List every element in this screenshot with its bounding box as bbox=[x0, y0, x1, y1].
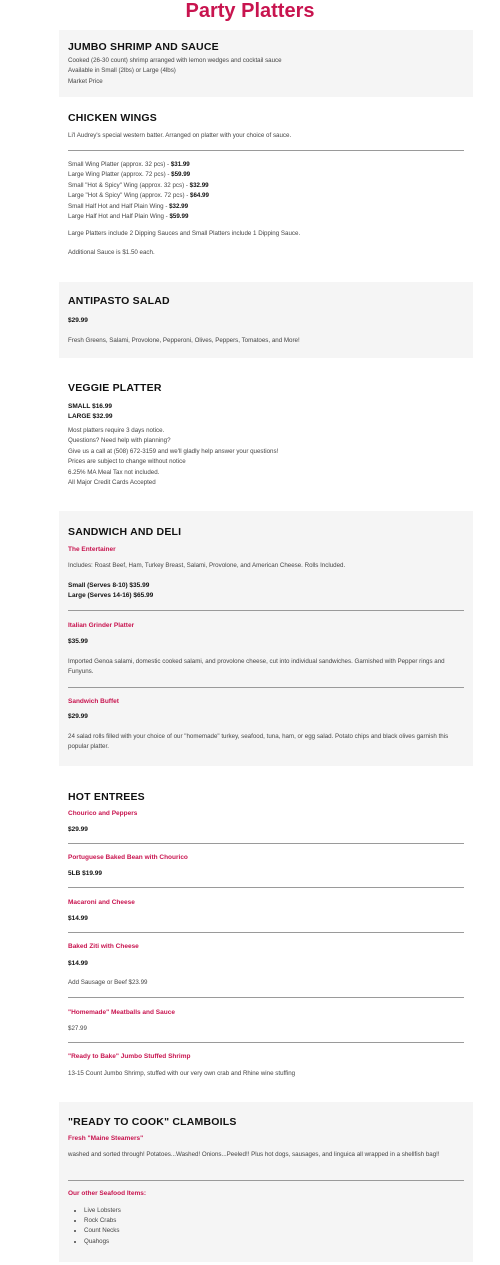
price: $29.99 bbox=[68, 713, 88, 720]
item-name: Macaroni and Cheese bbox=[68, 899, 135, 906]
section-hot-entrees bbox=[59, 782, 473, 1087]
section-title: VEGGIE PLATTER bbox=[68, 382, 162, 394]
item-name: Sandwich Buffet bbox=[68, 698, 119, 705]
price-line: Large "Hot & Spicy" Wing (approx. 72 pcs) - $64.99 bbox=[68, 192, 209, 200]
item-name: Chourico and Peppers bbox=[68, 810, 138, 817]
item-description: washed and sorted through! Potatoes...Washed! Onions...Peeled!! Plus hot dogs, sausages, and linguica all wrapped in a shellfish bag!! bbox=[68, 1151, 440, 1158]
note-line: Most platters require 3 days notice. bbox=[68, 427, 165, 434]
note-line: Prices are subject to change without notice bbox=[68, 458, 186, 466]
description-line: Market Price bbox=[68, 77, 103, 85]
price-line: Small Half Hot and Half Plain Wing - $32.99 bbox=[68, 202, 189, 210]
divider bbox=[68, 843, 464, 844]
price-line: Small "Hot & Spicy" Wing (approx. 32 pcs) - $32.99 bbox=[68, 181, 209, 189]
note-line: 6.25% MA Meal Tax not included. bbox=[68, 468, 160, 476]
list-item: • Count Necks bbox=[84, 1226, 464, 1236]
page-title: Party Platters bbox=[185, 0, 315, 22]
note-line: Give us a call at (508) 672-3159 and we'll gladly help answer your questions! bbox=[68, 447, 279, 455]
price: $27.99 bbox=[68, 1025, 87, 1032]
price: $35.99 bbox=[68, 638, 88, 645]
price-line: Large Half Hot and Half Plain Wing - $59.99 bbox=[68, 213, 189, 221]
item-name: Italian Grinder Platter bbox=[68, 622, 135, 629]
description: Fresh Greens, Salami, Provolone, Pepperoni, Olives, Peppers, Tomatoes, and More! bbox=[68, 337, 300, 344]
item-name: "Homemade" Meatballs and Sauce bbox=[68, 1009, 175, 1016]
section-sandwich-deli bbox=[59, 511, 473, 766]
item-description: 24 salad rolls filled with your choice of our "homemade" turkey, seafood, tuna, ham, or egg salad. Potato chips and black olives garnish this popular platter. bbox=[68, 733, 449, 750]
description-line: Cooked (26-30 count) shrimp arranged with lemon wedges and cocktail sauce bbox=[68, 57, 282, 64]
section-clamboils bbox=[59, 1102, 473, 1262]
divider bbox=[68, 932, 464, 933]
item-name: Portuguese Baked Bean with Chourico bbox=[68, 854, 188, 861]
divider bbox=[68, 997, 464, 998]
section-veggie-platter bbox=[59, 370, 473, 495]
section-title: SANDWICH AND DELI bbox=[68, 526, 182, 538]
price-large: LARGE $32.99 bbox=[68, 412, 113, 420]
item-name: Fresh "Maine Steamers" bbox=[68, 1135, 144, 1142]
item-name: Baked Ziti with Cheese bbox=[68, 943, 139, 950]
seafood-list bbox=[68, 1206, 464, 1247]
divider bbox=[68, 687, 464, 688]
section-title: HOT ENTREES bbox=[68, 791, 145, 803]
price: $29.99 bbox=[68, 317, 88, 324]
price: 5LB $19.99 bbox=[68, 870, 102, 877]
price-large: Large (Serves 14-16) $65.99 bbox=[68, 592, 154, 599]
item-description: 13-15 Count Jumbo Shrimp, stuffed with our very own crab and Rhine wine stuffing bbox=[68, 1070, 296, 1077]
item-description: Imported Genoa salami, domestic cooked salami, and provolone cheese, cut into individual sandwiches. Garnished with Pepper rings and Funyuns. bbox=[68, 658, 445, 675]
note-line: All Major Credit Cards Accepted bbox=[68, 479, 156, 487]
price: $14.99 bbox=[68, 960, 88, 967]
price-line: Large Wing Platter (approx. 72 pcs) - $59.99 bbox=[68, 171, 191, 179]
list-item: • Rock Crabs bbox=[84, 1216, 464, 1226]
section-chicken-wings bbox=[59, 105, 473, 265]
description-line: Available in Small (2lbs) or Large (4lbs) bbox=[68, 67, 176, 75]
section-jumbo-shrimp bbox=[59, 30, 473, 97]
section-title: JUMBO SHRIMP AND SAUCE bbox=[68, 41, 219, 53]
divider bbox=[68, 887, 464, 888]
item-description: Includes: Roast Beef, Ham, Turkey Breast, Salami, Provolone, and American Cheese. Rolls Included. bbox=[68, 562, 346, 569]
section-title: CHICKEN WINGS bbox=[68, 112, 157, 124]
price: $14.99 bbox=[68, 915, 88, 922]
price: $29.99 bbox=[68, 826, 88, 833]
divider bbox=[68, 150, 464, 151]
list-item: • Quahogs bbox=[84, 1237, 464, 1247]
price-small: SMALL $16.99 bbox=[68, 403, 112, 410]
note: Additional Sauce is $1.50 each. bbox=[68, 249, 155, 256]
description: Li'l Audrey's special western batter. Arranged on platter with your choice of sauce. bbox=[68, 132, 292, 139]
item-name: The Entertainer bbox=[68, 546, 116, 553]
price-small: Small (Serves 8-10) $35.99 bbox=[68, 582, 150, 589]
item-extra: Add Sausage or Beef $23.99 bbox=[68, 979, 148, 986]
price-line: Small Wing Platter (approx. 32 pcs) - $31.99 bbox=[68, 161, 190, 168]
section-antipasto-salad bbox=[59, 282, 473, 358]
note-line: Questions? Need help with planning? bbox=[68, 437, 171, 445]
list-item: • Live Lobsters bbox=[84, 1206, 464, 1216]
subheading: Our other Seafood Items: bbox=[68, 1190, 147, 1197]
section-title: "READY TO COOK" CLAMBOILS bbox=[68, 1116, 237, 1128]
divider bbox=[68, 1042, 464, 1043]
item-name: "Ready to Bake" Jumbo Stuffed Shrimp bbox=[68, 1053, 191, 1060]
section-title: ANTIPASTO SALAD bbox=[68, 295, 170, 307]
divider bbox=[68, 1180, 464, 1181]
divider bbox=[68, 610, 464, 611]
note: Large Platters include 2 Dipping Sauces and Small Platters include 1 Dipping Sauce. bbox=[68, 230, 301, 237]
